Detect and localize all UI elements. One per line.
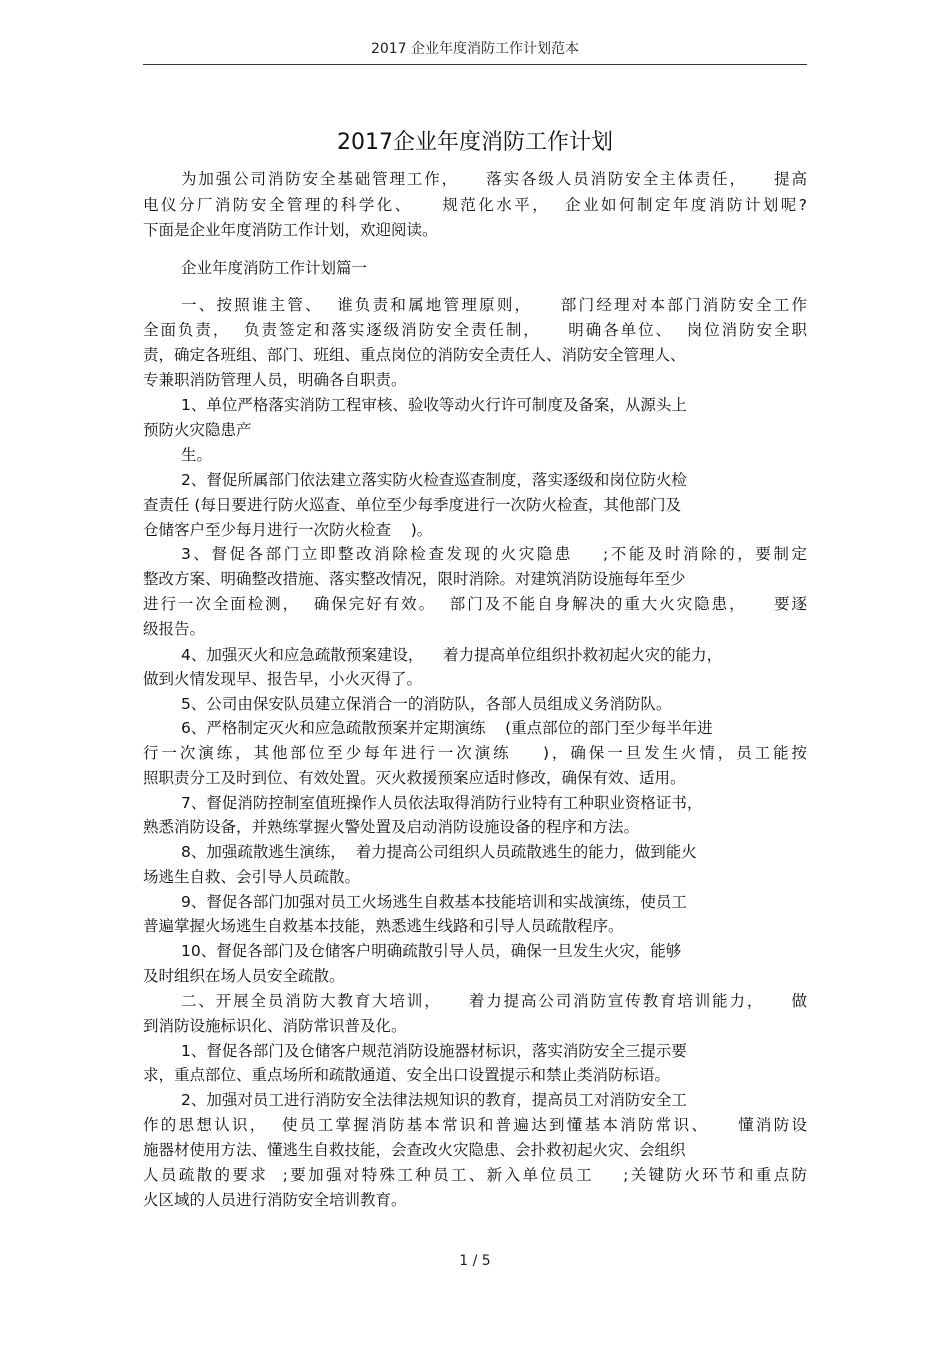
body-line: 下面是企业年度消防工作计划，欢迎阅读。 xyxy=(143,221,438,239)
body-line: 一、按照谁主管、 谁负责和属地管理原则， 部门经理对本部门消防安全工作 xyxy=(181,296,807,314)
body-line: 人员疏散的要求 ;要加强对特殊工种员工、新入单位员工 ;关键防火环节和重点防 xyxy=(143,1166,807,1184)
body-line: 到消防设施标识化、消防常识普及化。 xyxy=(143,1017,407,1035)
body-line: 做到火情发现早、报告早，小火灭得了。 xyxy=(143,670,423,688)
body-line: 2、督促所属部门依法建立落实防火检查巡查制度，落实逐级和岗位防火检 xyxy=(181,471,687,489)
body-line: 场逃生自救、会引导人员疏散。 xyxy=(143,868,361,886)
body-line: 1、督促各部门及仓储客户规范消防设施器材标识，落实消防安全三提示要 xyxy=(181,1042,687,1060)
body-line: 仓储客户至少每月进行一次防火检查 )。 xyxy=(143,521,433,539)
body-line: 2、加强对员工进行消防安全法律法规知识的教育，提高员工对消防安全工 xyxy=(181,1091,687,1109)
header-rule xyxy=(143,64,807,65)
body-line: 为加强公司消防安全基础管理工作， 落实各级人员消防安全主体责任， 提高 xyxy=(181,170,807,188)
body-line: 10、督促各部门及仓储客户明确疏散引导人员，确保一旦发生火灾，能够 xyxy=(181,942,682,960)
running-header: 2017 企业年度消防工作计划范本 xyxy=(370,41,580,57)
body-line: 4、加强灭火和应急疏散预案建设， 着力提高单位组织扑救初起火灾的能力， xyxy=(181,646,723,664)
body-line: 二、开展全员消防大教育大培训， 着力提高公司消防宣传教育培训能力， 做 xyxy=(181,992,807,1010)
body-line: 级报告。 xyxy=(143,620,206,638)
body-line: 作的思想认识， 使员工掌握消防基本常识和普遍达到懂基本消防常识、 懂消防设 xyxy=(143,1116,807,1134)
body-line: 普遍掌握火场逃生自救基本技能，熟悉逃生线路和引导人员疏散程序。 xyxy=(143,917,624,935)
body-line: 预防火灾隐患产 xyxy=(143,421,252,439)
body-line: 责，确定各班组、部门、班组、重点岗位的消防安全责任人、消防安全管理人、 xyxy=(143,346,686,364)
body-line: 行一次演练，其他部位至少每年进行一次演练 )，确保一旦发生火情，员工能按 xyxy=(143,744,807,762)
body-line: 3、督促各部门立即整改消除检查发现的火灾隐患 ;不能及时消除的，要制定 xyxy=(181,545,807,563)
body-line: 施器材使用方法、懂逃生自救技能，会查改火灾隐患、会扑救初起火灾、会组织 xyxy=(143,1141,686,1159)
body-line: 熟悉消防设备，并熟练掌握火警处置及启动消防设施设备的程序和方法。 xyxy=(143,818,640,836)
body-line: 及时组织在场人员安全疏散。 xyxy=(143,967,345,985)
body-line: 1、单位严格落实消防工程审核、验收等动火行许可制度及备案，从源头上 xyxy=(181,396,687,414)
body-line: 求，重点部位、重点场所和疏散通道、安全出口设置提示和禁止类消防标语。 xyxy=(143,1066,671,1084)
body-line: 6、严格制定灭火和应急疏散预案并定期演练 (重点部位的部门至少每半年进 xyxy=(181,719,713,737)
body-line: 7、督促消防控制室值班操作人员依法取得消防行业特有工种职业资格证书， xyxy=(181,794,703,812)
body-line: 电仪分厂消防安全管理的科学化、 规范化水平， 企业如何制定年度消防计划呢? xyxy=(143,196,807,214)
body-line: 专兼职消防管理人员，明确各自职责。 xyxy=(143,371,407,389)
body-line: 查责任 (每日要进行防火巡查、单位至少每季度进行一次防火检查，其他部门及 xyxy=(143,496,681,514)
body-line: 火区域的人员进行消防安全培训教育。 xyxy=(143,1191,407,1209)
section-heading: 企业年度消防工作计划篇一 xyxy=(181,259,368,277)
body-line: 照职责分工及时到位、有效处置。灭火救援预案应适时修改，确保有效、适用。 xyxy=(143,769,686,787)
body-line: 5、公司由保安队员建立保消合一的消防队，各部人员组成义务消防队。 xyxy=(181,695,672,713)
page-number: 1 / 5 xyxy=(459,1253,491,1269)
page-title: 2017企业年度消防工作计划 xyxy=(337,130,613,155)
body-line: 全面负责， 负责签定和落实逐级消防安全责任制， 明确各单位、 岗位消防安全职 xyxy=(143,321,807,339)
body-line: 8、加强疏散逃生演练， 着力提高公司组织人员疏散逃生的能力，做到能火 xyxy=(181,843,697,861)
body-line: 整改方案、明确整改措施、落实整改情况，限时消除。对建筑消防设施每年至少 xyxy=(143,570,686,588)
body-line: 生。 xyxy=(181,446,213,464)
body-line: 9、督促各部门加强对员工火场逃生自救基本技能培训和实战演练，使员工 xyxy=(181,893,687,911)
body-line: 进行一次全面检测， 确保完好有效。 部门及不能自身解决的重大火灾隐患， 要逐 xyxy=(143,595,807,613)
